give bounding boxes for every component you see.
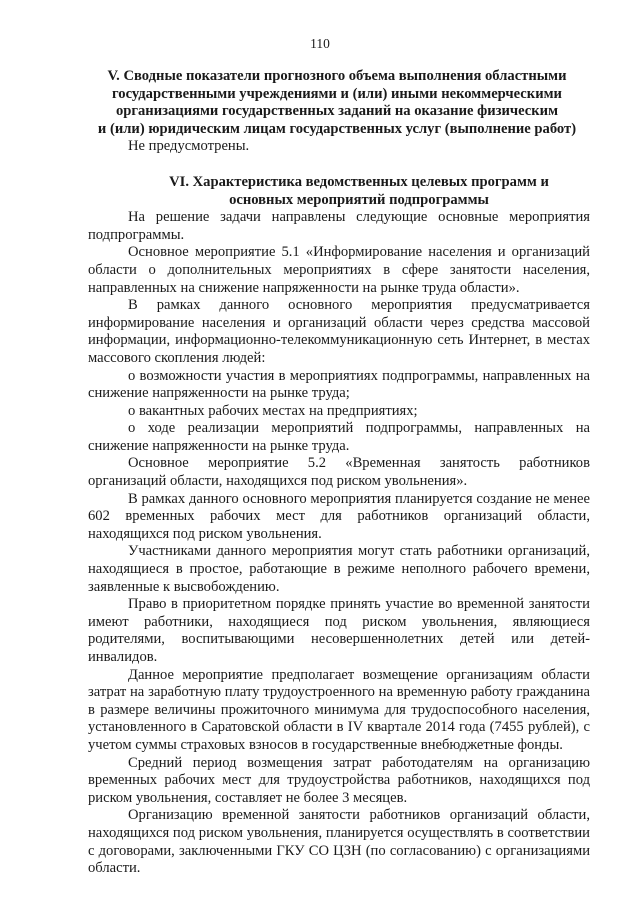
paragraph: Основное мероприятие 5.2 «Временная занятость работников организаций области, находящихся под риском увольнения». <box>88 455 590 490</box>
paragraph: В рамках данного основного мероприятия планируется создание не менее 602 временных рабочих мест для работников организаций области, находящихся под риском увольнения. <box>88 490 590 542</box>
document-content <box>88 68 590 878</box>
list-item: о вакантных рабочих местах на предприятиях; <box>128 402 418 419</box>
list-item: о ходе реализации мероприятий подпрограммы, направленных на снижение напряженности на рынке труда. <box>88 420 590 454</box>
paragraph: Средний период возмещения затрат работодателям на организацию временных рабочих мест для трудоустройства работников, находящихся под риском увольнения, составляет не более 3 месяцев. <box>88 754 590 806</box>
section-v-body: Не предусмотрены. <box>128 138 250 155</box>
list-item: о возможности участия в мероприятиях подпрограммы, направленных на снижение напряженности на рынке труда; <box>88 367 590 402</box>
section-v-title-line: организациями государственных заданий на оказание физическим <box>115 103 559 120</box>
paragraph: Организацию временной занятости работников организаций области, находящихся под риском увольнения, планируется осуществлять в соответствии с договорами, заключенными ГКУ СО ЦЗН (по согласованию) с организациями области. <box>88 807 590 877</box>
section-v-title-line: и (или) юридическим лицам государственных услуг (выполнение работ) <box>97 120 577 137</box>
paragraph: Основное мероприятие 5.1 «Информирование населения и организаций области о дополнительных мероприятиях в сфере занятости населения, направленных на снижение напряженности на рынке труда области». <box>88 244 590 296</box>
section-vi-title-line: VI. Характеристика ведомственных целевых программ и <box>169 173 549 190</box>
section-v-heading <box>84 68 590 138</box>
section-vi-title-line: основных мероприятий подпрограммы <box>229 191 489 208</box>
page-number: 110 <box>310 36 330 51</box>
section-vi-heading <box>88 174 590 209</box>
paragraph: Право в приоритетном порядке принять участие во временной занятости имеют работники, находящиеся под риском увольнения, являющиеся родителями, воспитывающими несовершеннолетних детей или детей-инвалидов. <box>88 596 590 665</box>
paragraph: На решение задачи направлены следующие основные мероприятия подпрограммы. <box>88 209 590 243</box>
paragraph: Данное мероприятие предполагает возмещение организациям области затрат на заработную плату трудоустроенного на временную работу гражданина в размере величины прожиточного минимума для трудоспособного населения, установленного в Саратовской области в IV квартале 2014 года (7455 рублей), с учетом суммы страховых взносов в государственные внебюджетные фонды. <box>88 666 590 753</box>
paragraph: Участниками данного мероприятия могут стать работники организаций, находящиеся в простое, работающие в режиме неполного рабочего времени, заявленные к высвобождению. <box>88 543 590 595</box>
section-v-title-line: V. Сводные показатели прогнозного объема выполнения областными <box>107 68 567 84</box>
section-v-title-line: государственными учреждениями и (или) иными некоммерческими <box>112 85 562 102</box>
paragraph: В рамках данного основного мероприятия предусматривается информирование населения и организаций области через средства массовой информации, информационно-телекоммуникационную сеть Интернет, в местах массового скопления людей: <box>88 297 590 366</box>
